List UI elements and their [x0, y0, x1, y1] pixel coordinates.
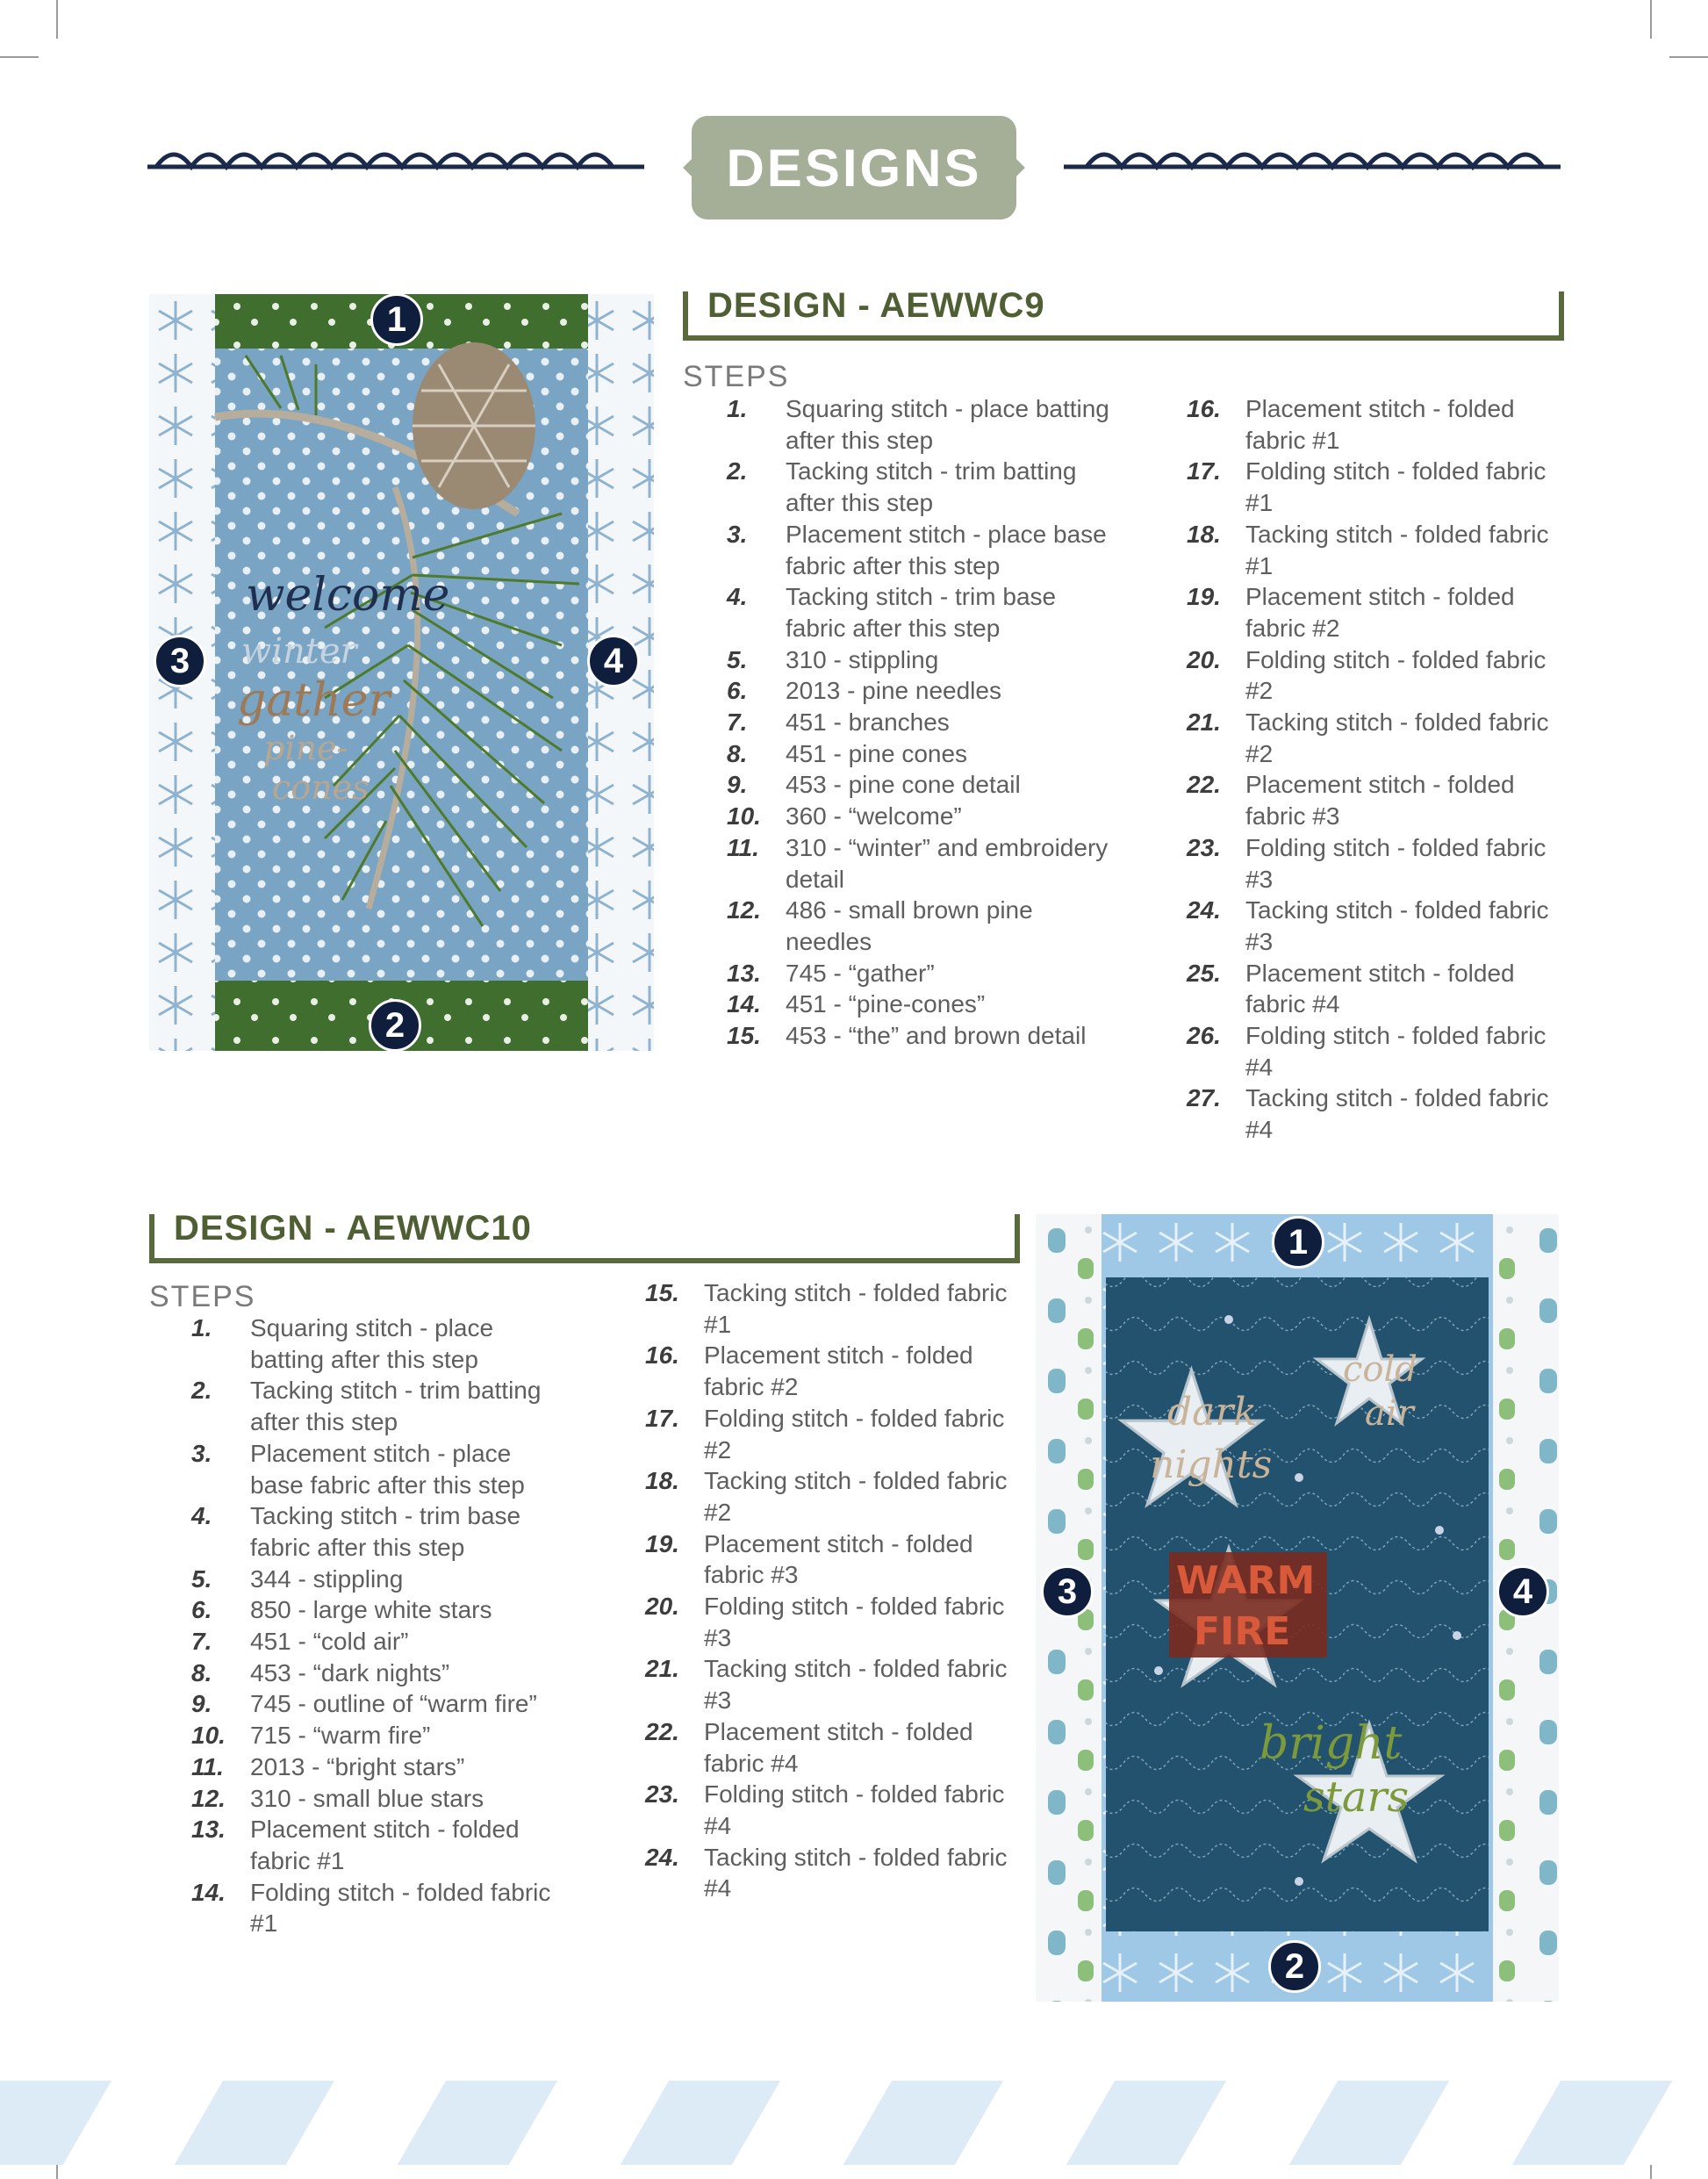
marker-2: 2: [1268, 1940, 1321, 1993]
header-wave-left: [147, 140, 644, 176]
design-title-text: DESIGN - AEWWC9: [707, 286, 1045, 325]
step-item: [1187, 393, 1555, 456]
step-number: 18.: [1187, 520, 1221, 548]
step-text: 451 - “cold air”: [250, 1628, 409, 1656]
page-title: DESIGNS: [726, 138, 982, 198]
step-item: [1187, 832, 1555, 895]
step-item: [645, 1403, 1014, 1465]
step-text: 850 - large white stars: [250, 1596, 492, 1624]
step-text: 453 - “dark nights”: [250, 1658, 450, 1686]
quilt-illustration: [1036, 1214, 1559, 2002]
crop-mark: [0, 56, 39, 58]
step-item: [191, 1688, 560, 1720]
step-number: 7.: [727, 708, 748, 737]
step-text: Tacking stitch - folded fabric #3: [704, 1655, 1008, 1715]
embroidery-word: cones: [272, 768, 370, 807]
step-text: Tacking stitch - folded fabric #2: [1245, 708, 1549, 767]
step-text: Squaring stitch - place batting after this step: [786, 395, 1109, 454]
step-text: Placement stitch - folded fabric #1: [1245, 395, 1515, 454]
embroidery-word: WARM: [1176, 1558, 1316, 1603]
crop-mark: [1650, 0, 1652, 39]
step-text: 745 - “gather”: [786, 959, 935, 987]
step-item: [727, 895, 1113, 957]
step-number: 26.: [1187, 1022, 1221, 1050]
step-number: 11.: [727, 833, 759, 861]
step-number: 15.: [727, 1022, 761, 1050]
step-text: Folding stitch - folded fabric #2: [1245, 645, 1547, 705]
step-number: 9.: [727, 771, 748, 799]
step-number: 1.: [727, 395, 748, 422]
step-number: 1.: [191, 1314, 212, 1341]
step-number: 11.: [191, 1752, 224, 1780]
step-text: Placement stitch - place base fabric after this step: [786, 520, 1107, 579]
step-item: [645, 1591, 1014, 1653]
step-text: Tacking stitch - trim base fabric after this step: [786, 583, 1057, 642]
step-text: 2013 - pine needles: [786, 677, 1001, 705]
step-number: 22.: [645, 1717, 679, 1745]
step-item: [191, 1564, 560, 1595]
step-number: 2.: [191, 1377, 212, 1405]
step-item: [191, 1375, 560, 1437]
step-item: [1187, 456, 1555, 518]
step-number: 6.: [191, 1596, 212, 1624]
step-text: Placement stitch - folded fabric #2: [704, 1341, 973, 1401]
step-number: 21.: [645, 1655, 679, 1683]
step-text: 310 - “winter” and embroidery detail: [786, 833, 1109, 893]
step-number: 12.: [727, 896, 761, 924]
step-text: 453 - pine cone detail: [786, 771, 1021, 799]
step-number: 8.: [727, 739, 748, 767]
step-number: 24.: [1187, 896, 1221, 924]
step-item: [645, 1716, 1014, 1779]
step-number: 21.: [1187, 708, 1221, 737]
step-item: [645, 1528, 1014, 1591]
marker-4: 4: [1496, 1565, 1549, 1618]
step-item: [1187, 895, 1555, 957]
design-aewwc10-photo: [1036, 1214, 1559, 2002]
step-number: 13.: [191, 1816, 226, 1844]
marker-2: 2: [369, 999, 421, 1052]
step-text: 310 - stippling: [786, 645, 939, 673]
design-aewwc10-steps-col2: [645, 1277, 1014, 1904]
step-item: [1187, 581, 1555, 644]
step-number: 16.: [1187, 395, 1221, 422]
marker-4: 4: [587, 635, 640, 687]
embroidery-word: FIRE: [1194, 1609, 1291, 1654]
step-number: 17.: [645, 1404, 679, 1432]
step-item: [727, 644, 1113, 676]
step-number: 24.: [645, 1843, 679, 1871]
step-number: 12.: [191, 1784, 226, 1812]
step-number: 10.: [191, 1722, 226, 1750]
step-text: Placement stitch - folded fabric #2: [1245, 583, 1515, 642]
step-item: [191, 1658, 560, 1689]
step-item: [645, 1653, 1014, 1715]
step-number: 3.: [727, 520, 748, 548]
step-number: 23.: [645, 1780, 679, 1809]
step-number: 23.: [1187, 833, 1221, 861]
step-item: [191, 1783, 560, 1815]
step-number: 20.: [1187, 645, 1221, 673]
step-item: [727, 769, 1113, 801]
step-text: Folding stitch - folded fabric #3: [1245, 833, 1547, 893]
step-text: 745 - outline of “warm fire”: [250, 1690, 537, 1718]
step-number: 5.: [727, 645, 748, 673]
design-aewwc9-photo: [149, 294, 654, 1051]
step-text: 451 - “pine-cones”: [786, 990, 986, 1018]
step-text: Tacking stitch - folded fabric #1: [1245, 520, 1549, 579]
step-text: Placement stitch - folded fabric #3: [704, 1529, 973, 1589]
step-item: [1187, 958, 1555, 1020]
step-text: 486 - small brown pine needles: [786, 896, 1033, 955]
step-item: [727, 832, 1113, 895]
step-text: Tacking stitch - trim batting after this step: [250, 1377, 542, 1436]
quilt-illustration: [149, 294, 654, 1051]
marker-3: 3: [154, 635, 206, 687]
step-text: 453 - “the” and brown detail: [786, 1022, 1087, 1050]
step-text: Tacking stitch - trim base fabric after this step: [250, 1502, 521, 1561]
step-item: [191, 1720, 560, 1751]
embroidery-word: dark: [1167, 1390, 1258, 1435]
step-item: [191, 1814, 560, 1876]
footer-stripes: [0, 2081, 1708, 2165]
step-item: [727, 738, 1113, 770]
step-text: Tacking stitch - folded fabric #1: [704, 1279, 1008, 1338]
embroidery-word: stars: [1303, 1773, 1410, 1822]
header-wave-right: [1064, 140, 1561, 176]
design-aewwc9-steps-col1: [727, 393, 1113, 1052]
crop-mark: [56, 0, 58, 39]
step-item: [1187, 519, 1555, 581]
crop-mark: [1669, 56, 1708, 58]
step-number: 14.: [727, 990, 761, 1018]
designs-header-badge: [692, 116, 1016, 219]
step-text: Tacking stitch - folded fabric #4: [1245, 1084, 1549, 1144]
step-item: [727, 393, 1113, 456]
step-item: [191, 1626, 560, 1658]
embroidery-word: cold: [1343, 1349, 1417, 1390]
step-item: [191, 1877, 560, 1939]
step-number: 17.: [1187, 457, 1221, 485]
step-number: 5.: [191, 1564, 212, 1593]
step-text: Folding stitch - folded fabric #4: [1245, 1022, 1547, 1081]
step-text: Folding stitch - folded fabric #4: [704, 1780, 1005, 1839]
step-text: Placement stitch - place base fabric after this step: [250, 1439, 525, 1499]
step-text: 2013 - “bright stars”: [250, 1752, 465, 1780]
step-text: 451 - pine cones: [786, 739, 968, 767]
design-aewwc9-title: [683, 286, 1564, 341]
step-number: 15.: [645, 1279, 679, 1306]
step-item: [727, 801, 1113, 832]
steps-label: STEPS: [149, 1280, 256, 1313]
step-item: [1187, 1020, 1555, 1082]
step-text: Folding stitch - folded fabric #2: [704, 1404, 1005, 1463]
steps-label: STEPS: [683, 360, 790, 393]
step-item: [727, 456, 1113, 518]
design-aewwc9-steps-col2: [1187, 393, 1555, 1146]
step-number: 16.: [645, 1341, 679, 1370]
step-number: 6.: [727, 677, 748, 705]
embroidery-word: nights: [1150, 1442, 1273, 1487]
step-item: [727, 519, 1113, 581]
step-number: 22.: [1187, 771, 1221, 799]
step-number: 4.: [191, 1502, 212, 1530]
step-text: Placement stitch - folded fabric #3: [1245, 771, 1515, 831]
step-item: [191, 1438, 560, 1500]
step-text: 360 - “welcome”: [786, 802, 962, 831]
embroidery-word: gather: [237, 674, 391, 727]
step-item: [1187, 769, 1555, 831]
step-item: [727, 989, 1113, 1020]
step-number: 3.: [191, 1439, 212, 1467]
step-number: 8.: [191, 1658, 212, 1686]
step-text: 451 - branches: [786, 708, 950, 737]
step-item: [1187, 644, 1555, 707]
step-number: 19.: [1187, 583, 1221, 611]
embroidery-word: bright: [1259, 1717, 1403, 1770]
embroidery-word: air: [1365, 1393, 1414, 1434]
step-number: 18.: [645, 1467, 679, 1495]
step-item: [645, 1277, 1014, 1340]
step-item: [191, 1751, 560, 1783]
step-item: [727, 1020, 1113, 1052]
step-item: [645, 1779, 1014, 1841]
step-number: 14.: [191, 1878, 226, 1906]
design-aewwc10-steps-col1: [191, 1312, 560, 1939]
design-title-text: DESIGN - AEWWC10: [174, 1209, 532, 1248]
step-item: [191, 1500, 560, 1563]
step-number: 13.: [727, 959, 761, 987]
step-text: Folding stitch - folded fabric #3: [704, 1593, 1005, 1651]
step-text: 310 - small blue stars: [250, 1784, 484, 1812]
step-item: [1187, 1082, 1555, 1145]
step-text: Placement stitch - folded fabric #4: [1245, 959, 1515, 1018]
step-item: [191, 1594, 560, 1626]
step-item: [727, 581, 1113, 644]
step-text: Tacking stitch - folded fabric #3: [1245, 896, 1549, 955]
step-number: 20.: [645, 1593, 679, 1621]
step-item: [1187, 707, 1555, 769]
step-text: 344 - stippling: [250, 1564, 404, 1593]
step-number: 2.: [727, 457, 748, 485]
step-number: 7.: [191, 1628, 212, 1656]
step-number: 10.: [727, 802, 761, 831]
step-text: Placement stitch - folded fabric #1: [250, 1816, 520, 1874]
embroidery-word: winter: [241, 631, 357, 672]
step-item: [727, 675, 1113, 707]
step-number: 9.: [191, 1690, 212, 1718]
step-number: 27.: [1187, 1084, 1221, 1112]
step-number: 19.: [645, 1529, 679, 1557]
step-item: [191, 1312, 560, 1375]
step-item: [645, 1842, 1014, 1904]
step-item: [727, 958, 1113, 989]
marker-3: 3: [1041, 1565, 1094, 1618]
step-item: [727, 707, 1113, 738]
step-text: Tacking stitch - folded fabric #2: [704, 1467, 1008, 1526]
step-text: Placement stitch - folded fabric #4: [704, 1717, 973, 1777]
step-text: Folding stitch - folded fabric #1: [1245, 457, 1547, 517]
step-text: Squaring stitch - place batting after this step: [250, 1314, 494, 1373]
step-item: [645, 1340, 1014, 1402]
step-number: 4.: [727, 583, 748, 611]
step-text: Folding stitch - folded fabric #1: [250, 1878, 551, 1938]
embroidery-word: pine-: [263, 729, 348, 767]
step-text: 715 - “warm fire”: [250, 1722, 431, 1750]
step-text: Tacking stitch - trim batting after this step: [786, 457, 1077, 517]
design-aewwc10-title: [149, 1209, 1020, 1263]
embroidery-word: welcome: [246, 569, 450, 622]
step-number: 25.: [1187, 959, 1221, 987]
step-text: Tacking stitch - folded fabric #4: [704, 1843, 1008, 1902]
marker-1: 1: [370, 293, 423, 346]
step-item: [645, 1465, 1014, 1528]
marker-1: 1: [1272, 1216, 1324, 1269]
